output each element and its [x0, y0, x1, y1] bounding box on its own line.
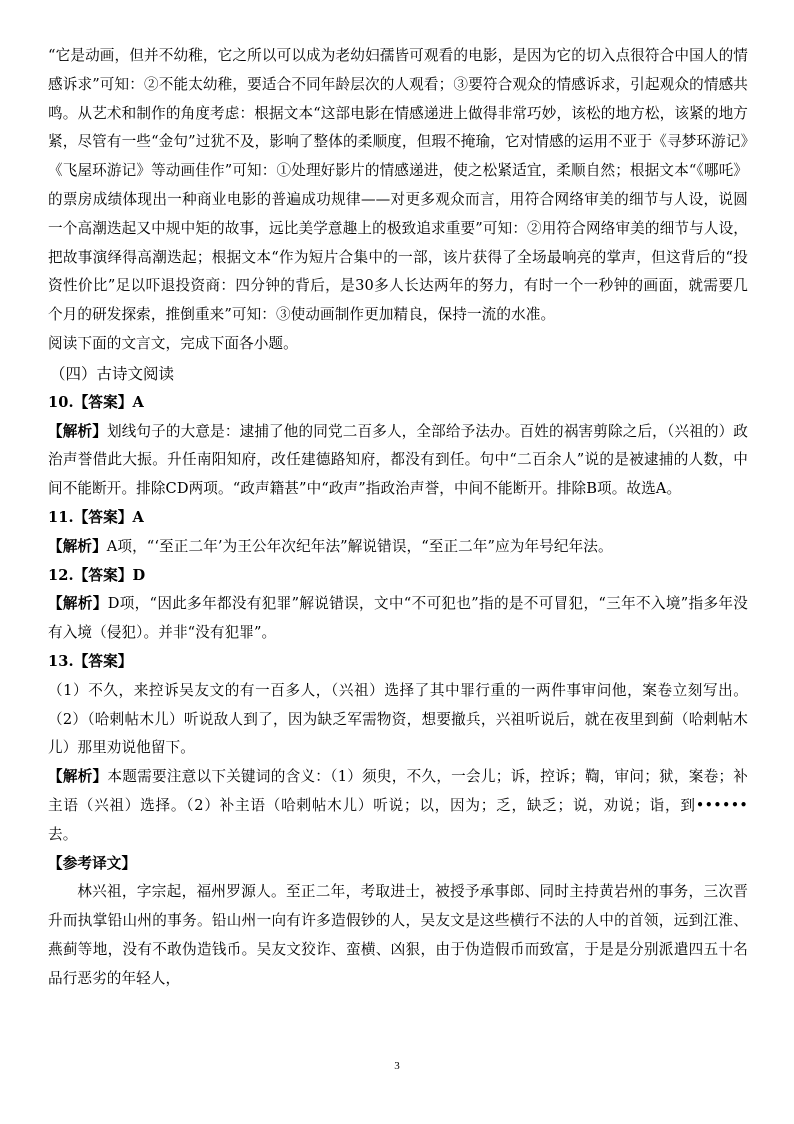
- analysis-tag: 【解析】: [48, 768, 108, 786]
- answer-label: 12.【答案】D: [48, 566, 146, 584]
- page-number: 3: [394, 1060, 400, 1072]
- section-heading: （四）古诗文阅读: [50, 364, 175, 383]
- instruction-paragraph: 阅读下面的文言文，完成下面各小题。: [48, 334, 298, 352]
- analysis-tag: 【解析】: [48, 595, 108, 613]
- analysis-text: 划线句子的大意是：逮捕了他的同党二百多人，全部给予法办。百姓的祸害剪除之后，（兴祖的）政治声誉借此大振。升任南阳知府，改任建德路知府，都没有到任。句中“二百余人”说的是被逮捕的人数，中间不能断开。排除CD两项。“政声籍甚”中“政声”指政治声誉，中间不能断开。排除B项。故选A。: [48, 422, 748, 498]
- analysis-tag: 【解析】: [48, 422, 107, 440]
- translation-paragraph: 林兴祖，字宗起，福州罗源人。至正二年，考取进士，被授予承事郎、同时主持黄岩州的事务，三次晋升而执掌铅山州的事务。铅山州一向有许多造假钞的人，吴友文是这些横行不法的人中的首领，远到江淮、燕蓟等地，没有不敢伪造钱币。吴友文狡诈、蛮横、凶狠，由于伪造假币而致富，于是是分别派遣四五十名品行恶劣的年轻人，: [48, 883, 748, 987]
- body-paragraph: “它是动画，但并不幼稚，它之所以可以成为老幼妇孺皆可观看的电影，是因为它的切入点很符合中国人的情感诉求”可知：②不能太幼稚，要适合不同年龄层次的人观看；③要符合观众的情感诉求，引起观众的情感共鸣。从艺术和制作的角度考虑：根据文本“这部电影在情感递进上做得非常巧妙，该松的地方松，该紧的地方紧，尽管有一些“金句”过犹不及，影响了整体的柔顺度，但瑕不掩瑜，它对情感的运用不亚于《寻梦环游记》《飞屋环游记》等动画佳作”可知：①处理好影片的情感递进，使之松紧适宜，柔顺自然；根据文本“《哪吒》的票房成绩体现出一种商业电影的普遍成功规律——对更多观众而言，用符合网络审美的细节与人设，说圆一个高潮迭起又中规中矩的故事，远比美学意趣上的极致追求重要”可知：②用符合网络审美的细节与人设，把故事演绎得高潮迭起；根据文本“作为短片合集中的一部，该片获得了全场最响亮的掌声，但这背后的“投资性价比”足以吓退投资商：四分钟的背后，是30多人长达两年的努力，有时一个一秒钟的画面，就需要几个月的研发探索，推倒重来”可知：③使动画制作更加精良，保持一流的水准。: [48, 47, 748, 324]
- translation-heading: 【参考译文】: [48, 854, 137, 872]
- analysis-tag: 【解析】: [48, 537, 107, 555]
- answer-text: （1）不久，来控诉吴友文的有一百多人，（兴祖）选择了其中罪行重的一两件事审问他，案卷立刻写出。（2）（哈剌帖木儿）听说敌人到了，因为缺乏军需物资，想要撤兵，兴祖听说后，就在夜里到蓟（哈剌帖木儿）那里劝说他留下。: [48, 681, 748, 757]
- analysis-text: 本题需要注意以下关键词的含义：（1）须臾，不久，一会儿；诉，控诉；鞫，审问；狱，案卷；补主语（兴祖）选择。（2）补主语（哈剌帖木儿）听说；以，因为；乏，缺乏；说，劝说；诣，到••••••去。: [48, 768, 749, 843]
- analysis-paragraph: [48, 533, 748, 562]
- answer-label: 10.【答案】A: [48, 393, 144, 411]
- analysis-paragraph: [48, 590, 748, 648]
- answer-label: 11.【答案】A: [48, 508, 144, 526]
- analysis-text: D项，“因此多年都没有犯罪”解说错误，文中“不可犯也”指的是不可冒犯，“三年不入境”指多年没有入境（侵犯）。并非“没有犯罪”。: [48, 595, 748, 642]
- analysis-paragraph: [48, 763, 748, 849]
- document-page: [48, 42, 748, 994]
- analysis-paragraph: [48, 418, 748, 504]
- analysis-text: A项，“‘至正二年’为王公年次纪年法”解说错误，“至正二年”应为年号纪年法。: [106, 537, 613, 555]
- answer-label: 13.【答案】: [48, 652, 133, 670]
